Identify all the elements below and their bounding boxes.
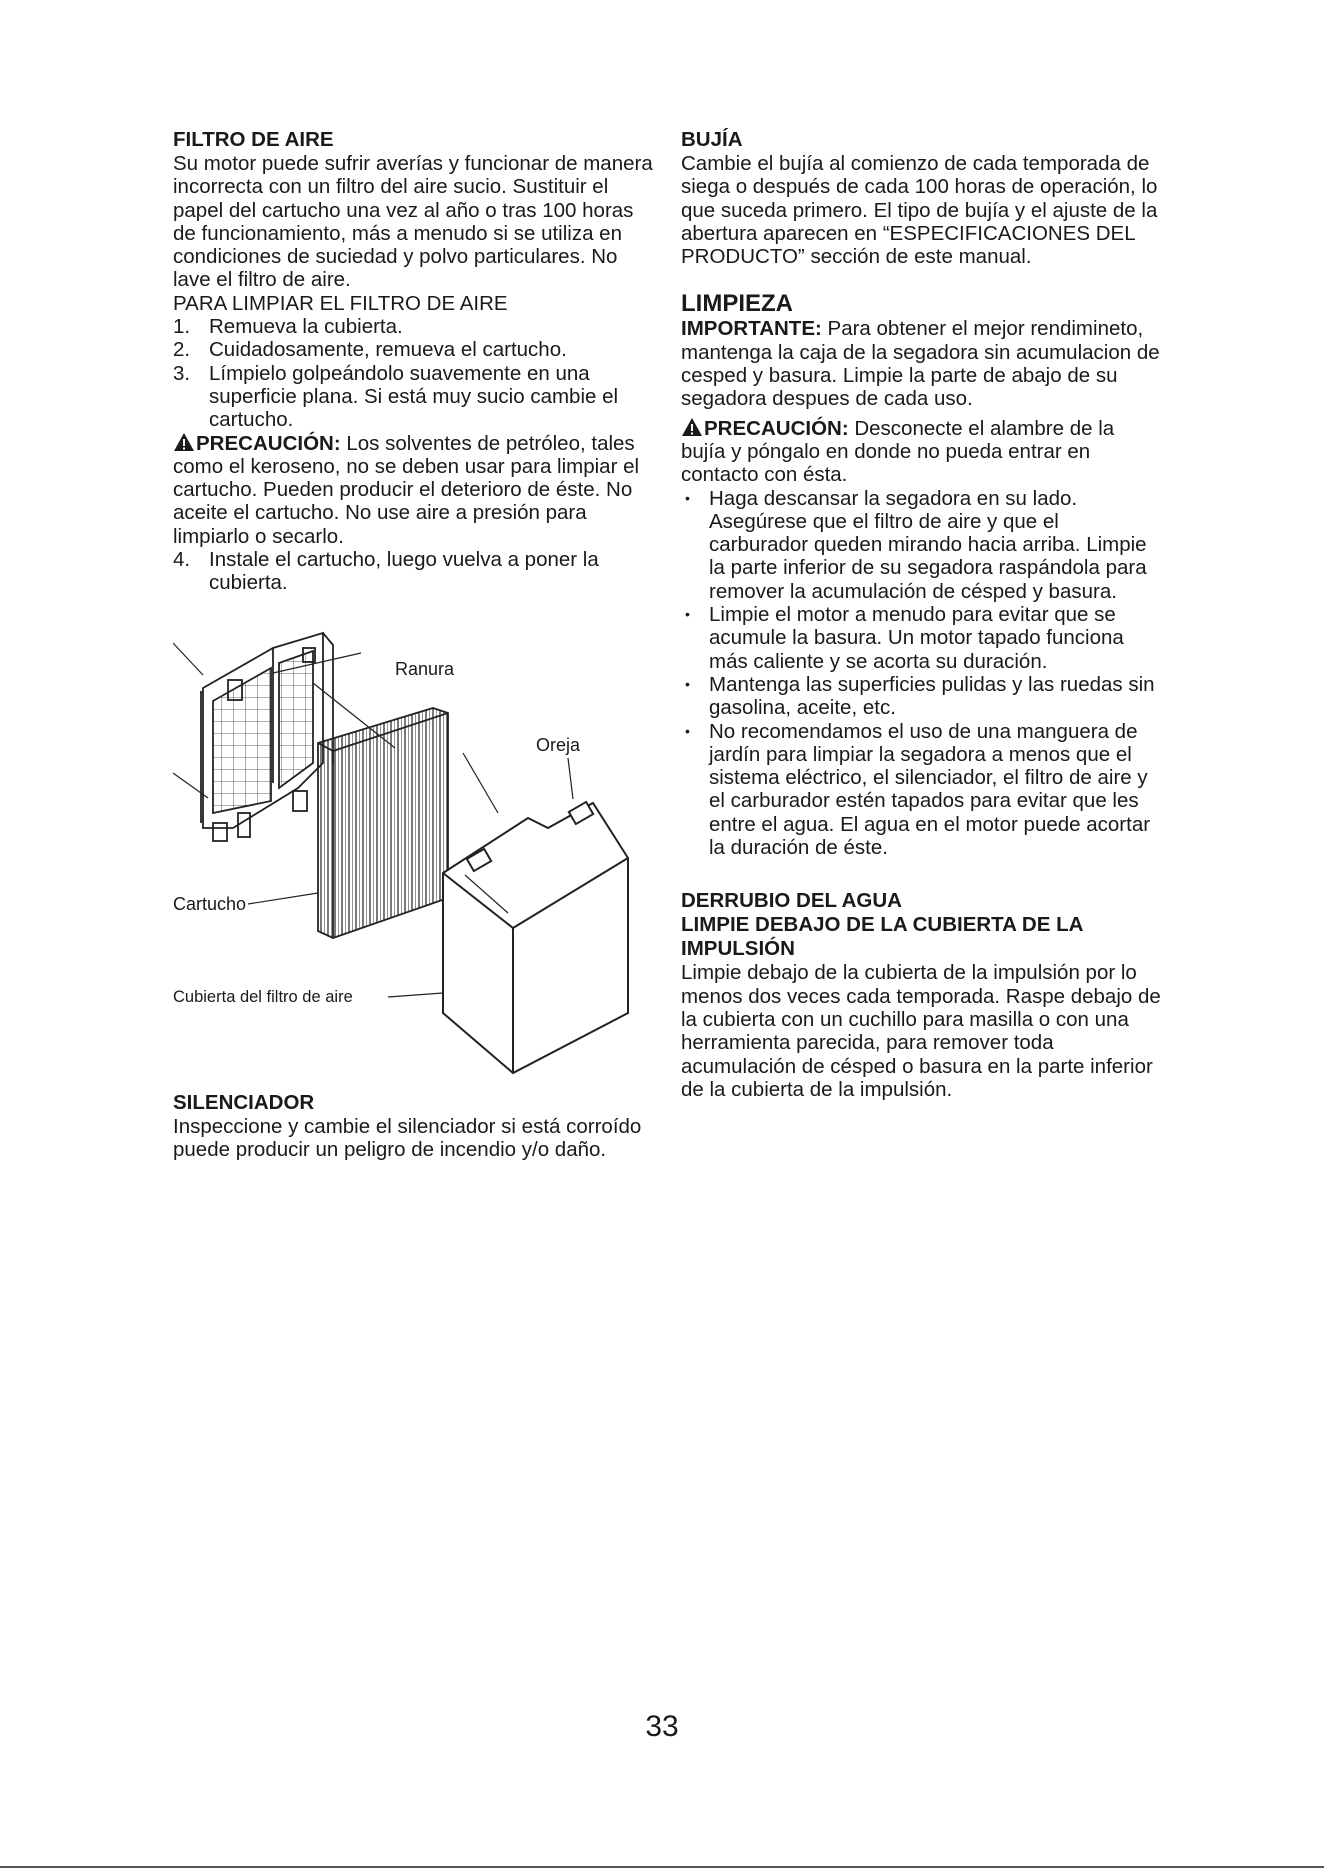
caution-label: PRECAUCIÓN: xyxy=(704,416,849,440)
air-filter-heading: FILTRO DE AIRE xyxy=(173,128,334,151)
list-item: • No recomendamos el uso de una manguera de jardín para limpiar la segadora a menos que el sistema eléctrico, el silenciador, el filtro de aire y el carburador estén tapados para evitar que les entre el agua. El agua en el motor puede acortar la duración de éste. xyxy=(681,720,1161,860)
list-item: • Limpie el motor a menudo para evitar que se acumule la basura. Un motor tapado funciona más caliente y se acorta su duración. xyxy=(681,603,1161,673)
important-label: IMPORTANTE: xyxy=(681,317,822,341)
caution-label: PRECAUCIÓN: xyxy=(196,431,341,455)
oreja-label: Oreja xyxy=(536,734,581,755)
step-2: 2. Cuidadosamente, remueva el cartucho. xyxy=(173,338,567,362)
ranura-label: Ranura xyxy=(395,658,455,679)
air-filter-diagram xyxy=(173,613,653,1083)
cleaning-important xyxy=(681,317,1161,410)
water-debris-subheading: LIMPIE DEBAJO DE LA CUBIERTA DE LA IMPULSIÓN xyxy=(681,913,1083,961)
important-text: Para obtener el mejor rendimineto, mantenga la caja de la segadora sin acumulacion de cesped y basura. Limpie la parte de abajo de su segadora despues de cada uso. xyxy=(681,317,1160,411)
cleaning-caution xyxy=(681,417,1161,487)
filter-cover xyxy=(443,802,628,1073)
warning-triangle-icon xyxy=(173,432,195,452)
cleaning-heading: LIMPIEZA xyxy=(681,290,793,318)
step-4: 4. Instale el cartucho, luego vuelva a poner la cubierta. xyxy=(173,548,599,595)
list-item: • Mantenga las superficies pulidas y las ruedas sin gasolina, aceite, etc. xyxy=(681,673,1161,720)
air-filter-illustration xyxy=(173,613,653,1083)
caution-text: Desconecte el alambre de la bujía y póngalo en donde no pueda entrar en contacto con ésta. xyxy=(681,416,1115,487)
air-filter-caution xyxy=(173,432,653,548)
muffler-paragraph: Inspeccione y cambie el silenciador si está corroído puede producir un peligro de incendio y/o daño. xyxy=(173,1114,642,1161)
step-1: 1. Remueva la cubierta. xyxy=(173,315,403,339)
cleaning-bullets xyxy=(681,487,1161,860)
warning-triangle-icon xyxy=(681,417,703,437)
muffler-heading: SILENCIADOR xyxy=(173,1090,315,1114)
air-filter-steps xyxy=(173,315,653,431)
list-item: • Haga descansar la segadora en su lado. Asegúrese que el filtro de aire y que el carburador queden mirando hacia arriba. Limpie la parte inferior de su segadora raspándola para remover la acumulación de césped y basura. xyxy=(681,487,1161,603)
air-filter-subheading: PARA LIMPIAR EL FILTRO DE AIRE xyxy=(173,291,508,315)
page-number: 33 xyxy=(645,1710,679,1743)
caution-text: Los solventes de petróleo, tales como el keroseno, no se deben usar para limpiar el cartucho. Pueden producir el deterioro de éste. No aceite el cartucho. No use aire a presión para limpiarlo o secarlo. xyxy=(173,431,640,548)
right-column xyxy=(681,128,1161,1101)
spark-plug-paragraph: Cambie el bujía al comienzo de cada temporada de siega o después de cada 100 horas de operación, lo que suceda primero. El tipo de bujía y el ajuste de la abertura aparecen en “ESPECIFICACIONES DEL PRODUCTO” sección de este manual. xyxy=(681,152,1158,269)
left-column xyxy=(173,128,653,1161)
water-debris-heading: DERRUBIO DEL AGUA xyxy=(681,889,902,913)
bottom-rule xyxy=(0,1866,1324,1868)
water-debris-paragraph: Limpie debajo de la cubierta de la impulsión por lo menos dos veces cada temporada. Raspe debajo de la cubierta con un cuchillo para masilla o con una herramienta parecida, para remover toda acumulación de césped o basura en la parte inferior de la cubierta de la impulsión. xyxy=(681,961,1161,1101)
cubierta-label: Cubierta del filtro de aire xyxy=(173,987,353,1006)
air-filter-paragraph: Su motor puede sufrir averías y funcionar de manera incorrecta con un filtro del aire sucio. Sustituir el papel del cartucho una vez al año o tras 100 horas de funcionamiento, más a menudo si se utiliza en condiciones de suciedad y polvo particulares. No lave el filtro de aire. xyxy=(173,152,653,292)
spark-plug-heading: BUJÍA xyxy=(681,128,743,151)
cartucho-label: Cartucho xyxy=(173,893,247,914)
step-3: 3. Límpielo golpeándolo suavemente en una superficie plana. Si está muy sucio cambie el cartucho. xyxy=(173,361,619,432)
air-filter-step-4 xyxy=(173,548,653,595)
filter-cartridge xyxy=(318,708,448,938)
